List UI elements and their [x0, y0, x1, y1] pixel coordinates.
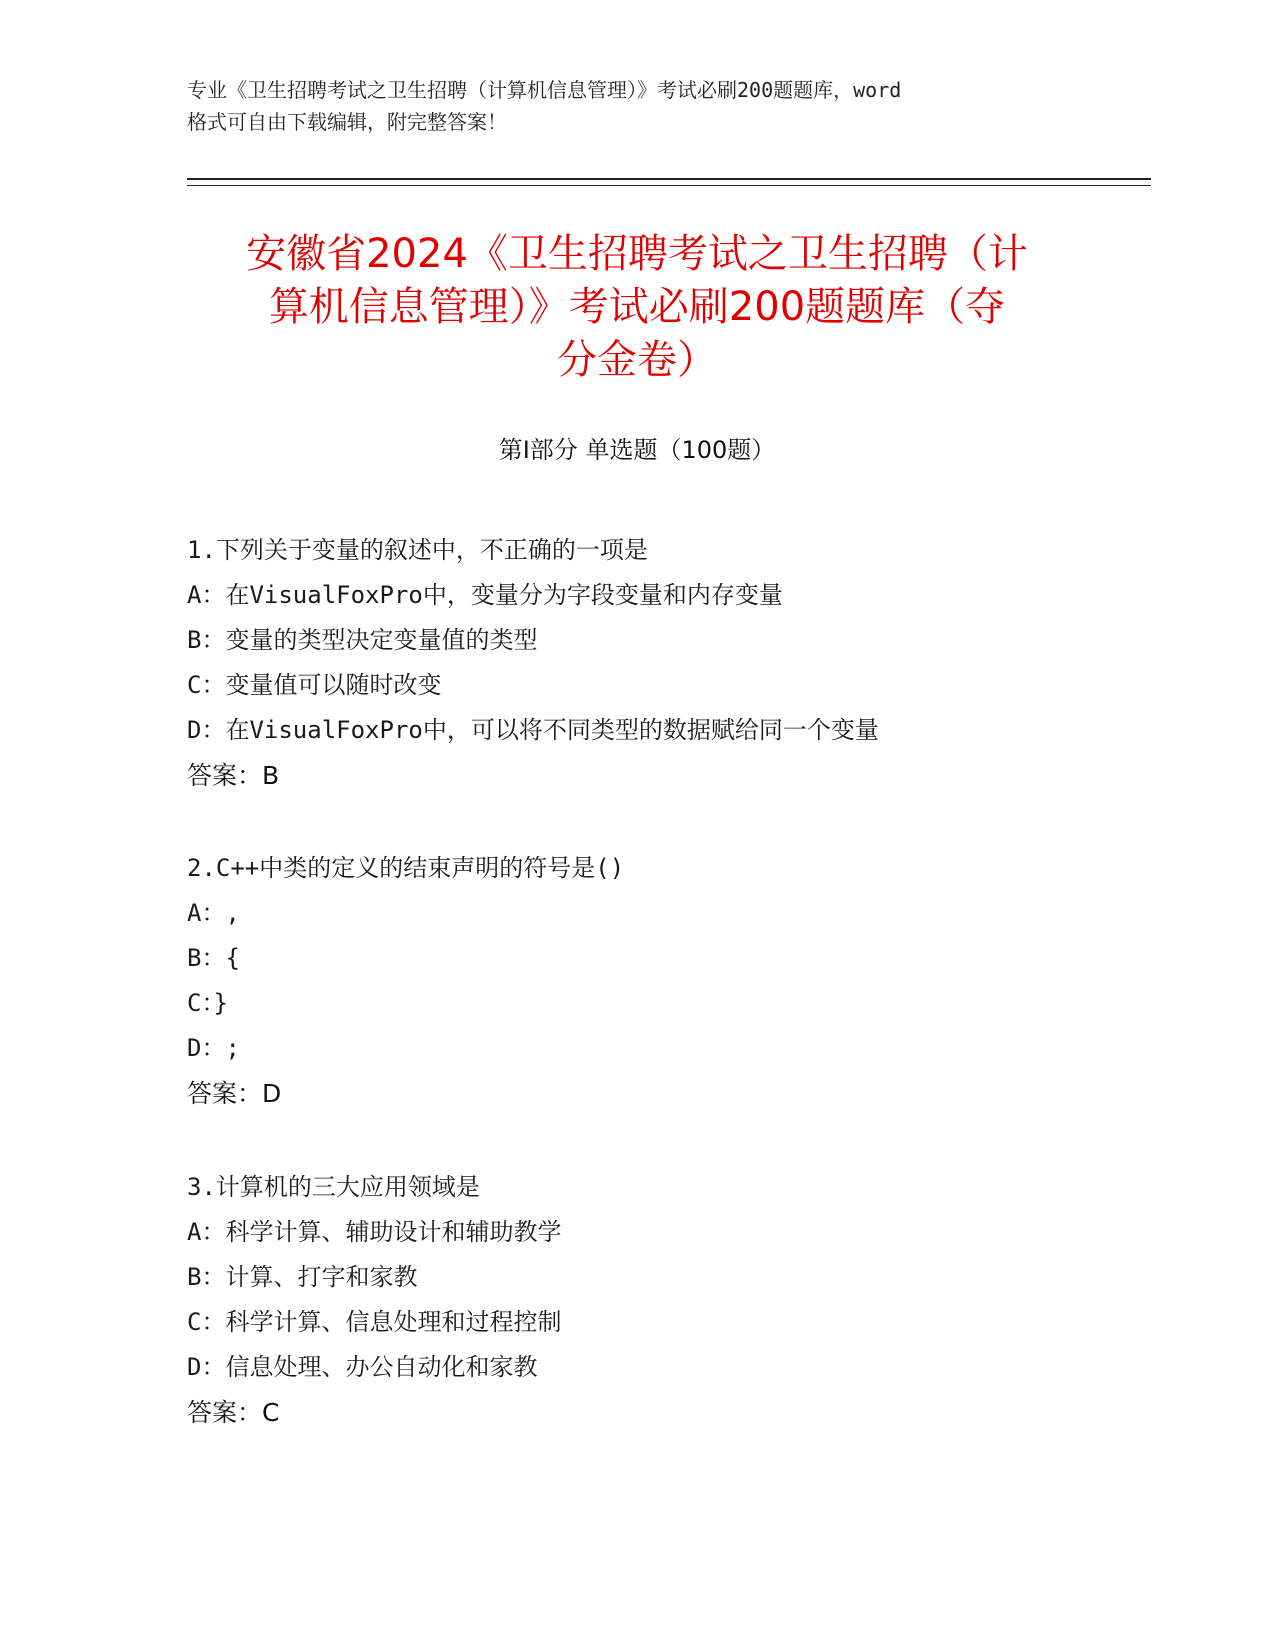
answer-label: 答案：D — [187, 1079, 282, 1108]
option-a: A：科学计算、辅助设计和辅助教学 — [187, 1218, 562, 1246]
option-c: C：变量值可以随时改变 — [187, 671, 442, 699]
answer-label: 答案：B — [187, 761, 280, 790]
option-a: A：, — [187, 899, 240, 927]
question-3 — [187, 1165, 1137, 1435]
question-stem: 2.C++中类的定义的结束声明的符号是() — [187, 854, 625, 882]
section-title: 第Ⅰ部分 单选题（100题） — [498, 436, 776, 464]
header-divider-thick — [187, 178, 1151, 180]
option-a: A：在VisualFoxPro中，变量分为字段变量和内存变量 — [187, 581, 783, 609]
document-title-line-1: 安徽省2024《卫生招聘考试之卫生招聘（计 — [246, 231, 1028, 277]
option-d: D：; — [187, 1034, 240, 1062]
question-2 — [187, 846, 1137, 1116]
document-title-line-2: 算机信息管理）》考试必刷200题题库（夺 — [268, 284, 1006, 330]
answer-label: 答案：C — [187, 1398, 280, 1427]
header-note-line-1: 专业《卫生招聘考试之卫生招聘（计算机信息管理）》考试必刷200题题库，word — [187, 78, 902, 102]
document-title — [187, 228, 1087, 387]
question-1 — [187, 528, 1137, 798]
option-d: D：信息处理、办公自动化和家教 — [187, 1353, 538, 1381]
question-stem: 1.下列关于变量的叙述中，不正确的一项是 — [187, 536, 648, 564]
option-b: B：{ — [187, 944, 240, 972]
option-c: C：科学计算、信息处理和过程控制 — [187, 1308, 562, 1336]
option-d: D：在VisualFoxPro中，可以将不同类型的数据赋给同一个变量 — [187, 716, 879, 744]
option-b: B：变量的类型决定变量值的类型 — [187, 626, 538, 654]
question-stem: 3.计算机的三大应用领域是 — [187, 1173, 480, 1201]
document-title-line-3: 分金卷） — [557, 337, 717, 383]
header-note-line-2: 格式可自由下载编辑，附完整答案！ — [187, 110, 507, 134]
option-b: B：计算、打字和家教 — [187, 1263, 418, 1291]
header-divider-thin — [187, 185, 1151, 186]
header-note — [187, 74, 1087, 138]
option-c: C：} — [187, 989, 228, 1017]
